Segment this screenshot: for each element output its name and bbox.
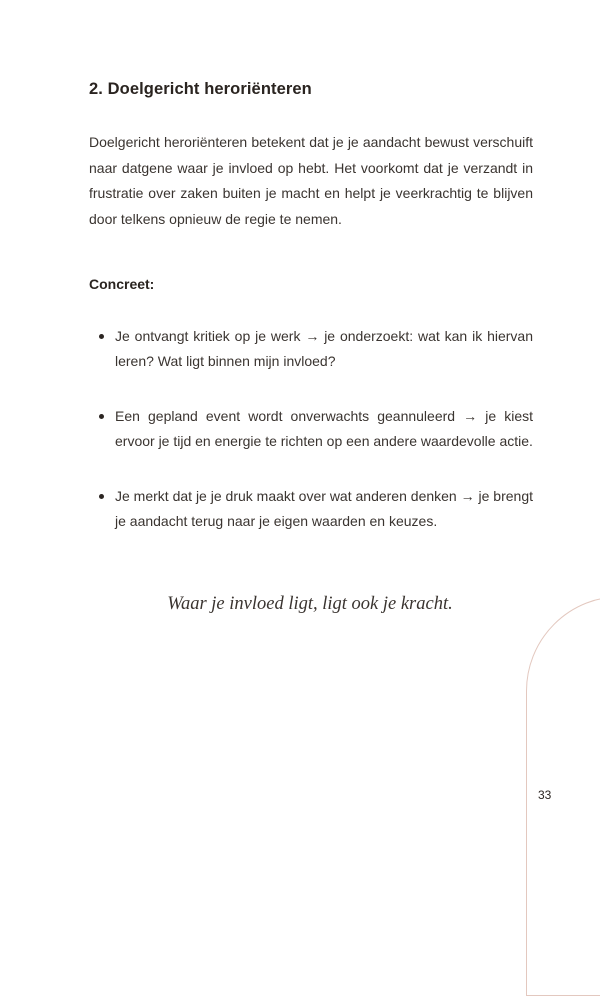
list-item-text: Een gepland event wordt onverwachts geannuleerd → je kiest ervoor je tijd en energie te richten op een andere waardevolle actie. [115,408,533,449]
list-item [89,324,533,374]
bullet-dot-icon [99,334,104,339]
bullet-dot-icon [99,494,104,499]
concreet-subheading: Concreet: [89,276,155,292]
intro-paragraph: Doelgericht heroriënteren betekent dat je je aandacht bewust verschuift naar datgene waar je invloed op hebt. Het voorkomt dat je verzandt in frustratie over zaken buiten je macht en helpt je veerkrachtig te blijven door telkens opnieuw de regie te nemen. [89,134,533,227]
list-item-text: Je ontvangt kritiek op je werk → je onderzoekt: wat kan ik hiervan leren? Wat ligt binnen mijn invloed? [115,328,533,369]
example-list [89,324,533,564]
section-heading: 2. Doelgericht heroriënteren [89,80,312,98]
page-number: 33 [538,788,552,802]
list-item-text: Je merkt dat je je druk maakt over wat anderen denken → je brengt je aandacht terug naar je eigen waarden en keuzes. [115,488,533,529]
list-item [89,404,533,454]
bullet-dot-icon [99,414,104,419]
list-item [89,484,533,534]
closing-quote: Waar je invloed ligt, ligt ook je kracht. [167,594,453,614]
